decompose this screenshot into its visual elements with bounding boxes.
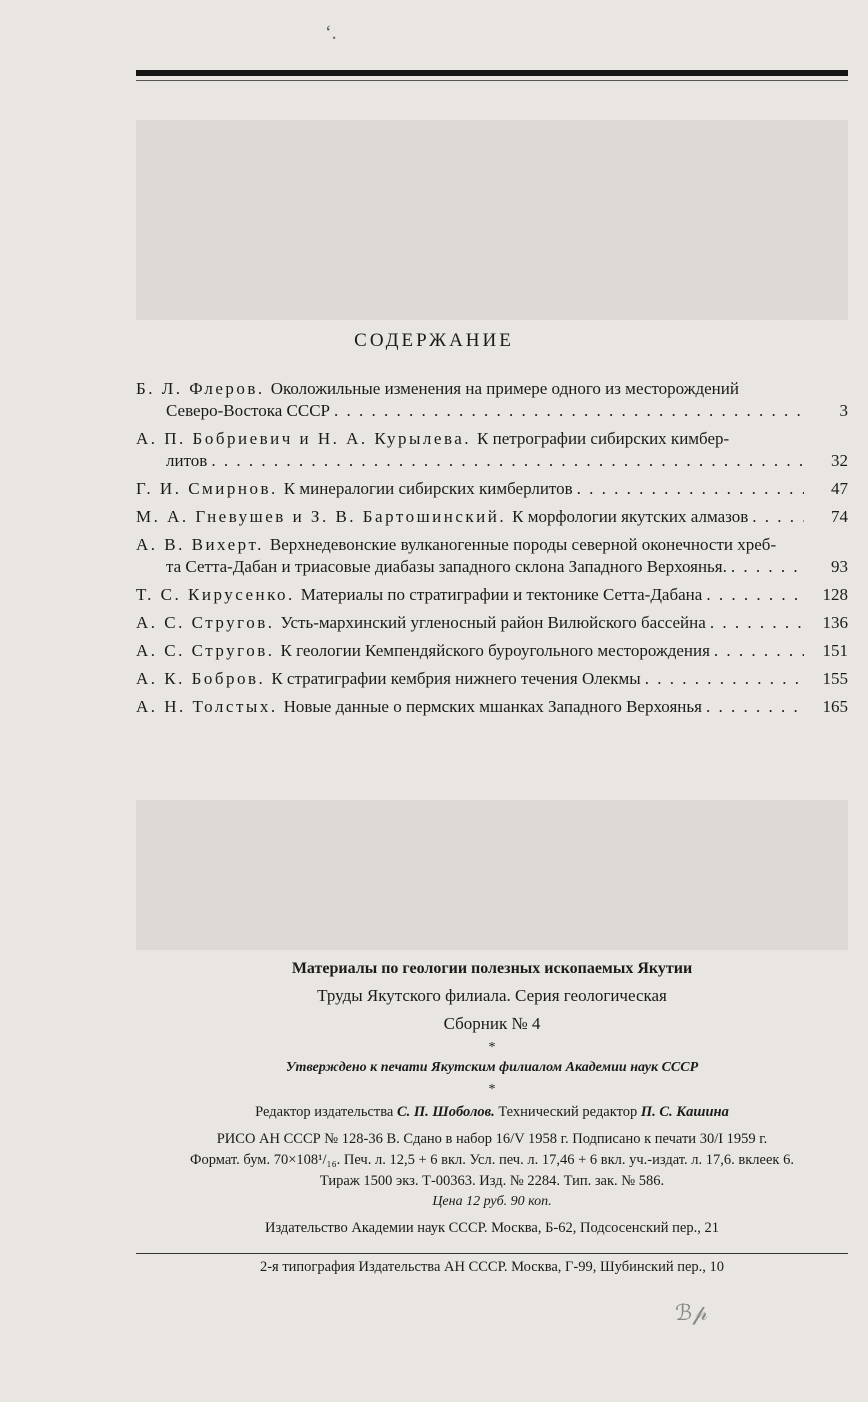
ink-mark: ʻ. bbox=[325, 22, 337, 44]
editors-line bbox=[136, 1104, 848, 1121]
toc-entry bbox=[136, 668, 848, 690]
details-line: Формат. бум. 70×108¹/₁₆. Печ. л. 12,5 + 6 вкл. Усл. печ. л. 17,46 + 6 вкл. уч.-издат. л. 17,6. вклеек 6. bbox=[190, 1152, 794, 1168]
toc-title: Новые данные о пермских мшанках Западного Верхоянья bbox=[283, 697, 702, 716]
dot-leader bbox=[334, 400, 804, 422]
toc-entry bbox=[136, 640, 848, 662]
separator-star: * bbox=[488, 1082, 496, 1097]
dot-leader bbox=[731, 556, 804, 578]
dot-leader bbox=[211, 450, 804, 472]
dot-leader bbox=[752, 506, 804, 528]
toc-author: М. А. Гневушев и З. В. Бартошинский. bbox=[136, 507, 507, 526]
toc-author: А. Н. Толстых. bbox=[136, 697, 278, 716]
toc-entry bbox=[136, 696, 848, 718]
toc-page: 165 bbox=[822, 697, 848, 716]
toc-title: К минералогии сибирских кимберлитов bbox=[283, 479, 573, 498]
toc-author: А. К. Бобров. bbox=[136, 669, 266, 688]
print-details bbox=[136, 1129, 848, 1192]
toc-author: А. П. Бобриевич и Н. А. Курылева. bbox=[136, 429, 472, 448]
dot-leader bbox=[706, 584, 804, 606]
toc-title: Верхнедевонские вулканогенные породы северной оконечности хреб- bbox=[269, 535, 777, 554]
details-line: РИСО АН СССР № 128-36 В. Сдано в набор 16/V 1958 г. Подписано к печати 30/I 1959 г. bbox=[216, 1131, 768, 1147]
approval-note: Утверждено к печати Якутским филиалом Академии наук СССР bbox=[285, 1060, 699, 1075]
toc-entry bbox=[136, 612, 848, 634]
toc-title: Материалы по стратиграфии и тектонике Сетта-Дабана bbox=[300, 585, 703, 604]
toc-heading: СОДЕРЖАНИЕ bbox=[354, 330, 514, 351]
details-line: Тираж 1500 экз. Т-00363. Изд. № 2284. Тип. зак. № 586. bbox=[319, 1173, 665, 1189]
toc-page: 155 bbox=[822, 669, 848, 688]
top-rule bbox=[136, 70, 848, 76]
show-through-text bbox=[136, 800, 848, 950]
dot-leader bbox=[577, 478, 804, 500]
toc-page: 93 bbox=[831, 557, 848, 576]
toc-title: К петрографии сибирских кимбер- bbox=[477, 429, 730, 448]
toc-author: А. С. Стругов. bbox=[136, 641, 275, 660]
tech-editor-label: Технический редактор bbox=[498, 1104, 638, 1120]
tech-editor-name: П. С. Кашина bbox=[640, 1104, 729, 1120]
book-title: Материалы по геологии полезных ископаемых Якутии bbox=[291, 960, 693, 977]
printer: 2-я типография Издательства АН СССР. Москва, Г-99, Шубинский пер., 10 bbox=[259, 1259, 725, 1275]
toc-author: А. С. Стругов. bbox=[136, 613, 275, 632]
toc-page: 74 bbox=[831, 507, 848, 526]
toc-page: 128 bbox=[822, 585, 848, 604]
toc-title-cont: Северо-Востока СССР bbox=[166, 401, 331, 420]
toc-page: 47 bbox=[831, 479, 848, 498]
toc-page: 136 bbox=[822, 613, 848, 632]
toc-entry bbox=[136, 428, 848, 472]
dot-leader bbox=[706, 696, 804, 718]
editor-name: С. П. Шоболов. bbox=[396, 1104, 495, 1120]
toc-title: К геологии Кемпендяйского буроугольного месторождения bbox=[280, 641, 710, 660]
top-rule-thin bbox=[136, 80, 848, 81]
toc-title-cont: литов bbox=[166, 451, 208, 470]
toc-entry bbox=[136, 478, 848, 500]
toc-title: Усть-мархинский угленосный район Вилюйского бассейна bbox=[280, 613, 706, 632]
toc-title: К морфологии якутских алмазов bbox=[512, 507, 749, 526]
toc-title: К стратиграфии кембрия нижнего течения Олекмы bbox=[271, 669, 641, 688]
editor-label: Редактор издательства bbox=[255, 1104, 394, 1120]
book-series: Труды Якутского филиала. Серия геологическая bbox=[317, 986, 667, 1005]
imprint-block bbox=[136, 960, 848, 1237]
toc-entry bbox=[136, 584, 848, 606]
dot-leader bbox=[714, 640, 804, 662]
toc-author: А. В. Вихерт. bbox=[136, 535, 264, 554]
toc-page: 151 bbox=[822, 641, 848, 660]
publisher: Издательство Академии наук СССР. Москва, Б-62, Подсосенский пер., 21 bbox=[264, 1220, 719, 1236]
toc-page: 3 bbox=[839, 401, 848, 420]
table-of-contents bbox=[136, 378, 848, 724]
price: Цена 12 руб. 90 коп. bbox=[432, 1194, 552, 1209]
ink-mark: ℬ𝓅 bbox=[675, 1300, 708, 1325]
book-volume: Сборник № 4 bbox=[443, 1014, 541, 1033]
toc-title: Околожильные изменения на примере одного из месторождений bbox=[270, 379, 739, 398]
show-through-text bbox=[136, 120, 848, 320]
toc-author: Т. С. Кирусенко. bbox=[136, 585, 295, 604]
bottom-rule bbox=[136, 1253, 848, 1254]
toc-page: 32 bbox=[831, 451, 848, 470]
toc-title-cont: та Сетта-Дабан и триасовые диабазы западного склона Западного Верхоянья. bbox=[166, 557, 727, 576]
toc-author: Г. И. Смирнов. bbox=[136, 479, 278, 498]
toc-author: Б. Л. Флеров. bbox=[136, 379, 265, 398]
dot-leader bbox=[645, 668, 804, 690]
toc-entry bbox=[136, 534, 848, 578]
toc-entry bbox=[136, 506, 848, 528]
toc-entry bbox=[136, 378, 848, 422]
separator-star: * bbox=[488, 1040, 496, 1055]
dot-leader bbox=[710, 612, 804, 634]
